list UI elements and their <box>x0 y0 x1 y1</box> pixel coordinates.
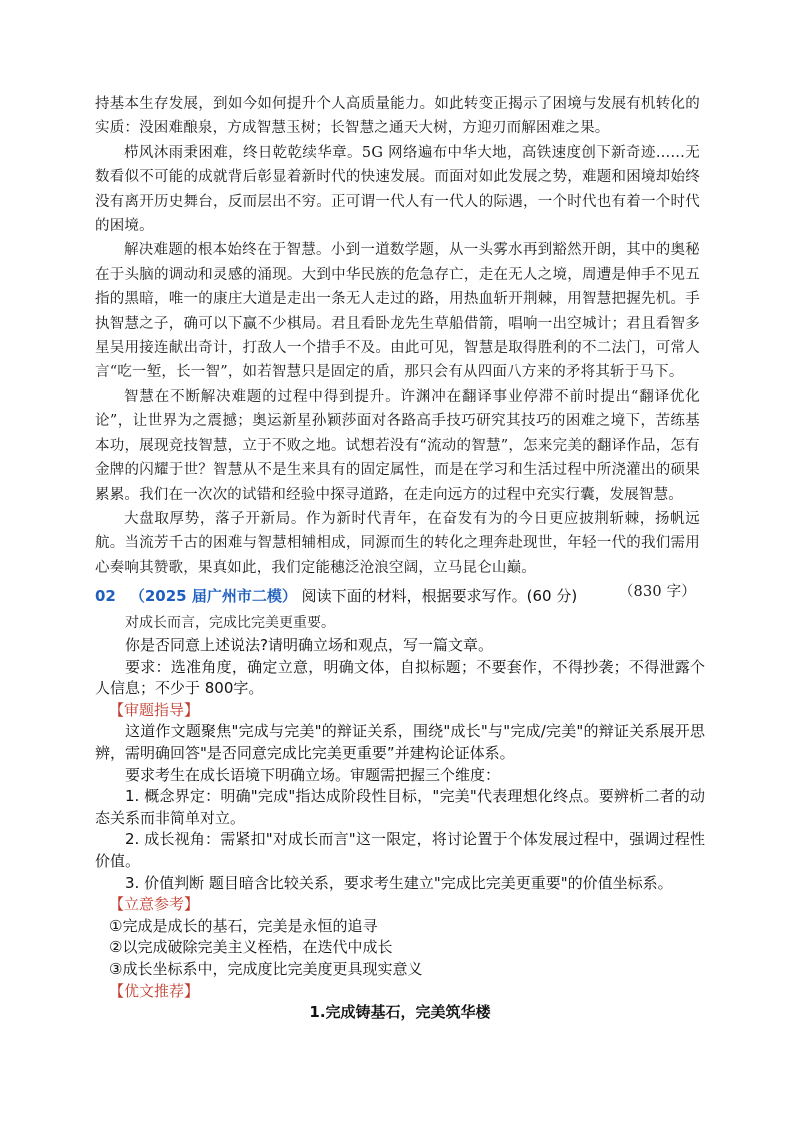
essay-paragraph: 栉风沐雨秉困难，终日乾乾续华章。5G 网络遍布中华大地，高铁速度创下新奇迹……无数看似不可能的成就背后彰显着新时代的快速发展。而面对如此发展之势，难题和困境却始终没有离开历史舞台，反而层出不穷。正可谓一代人有一代人的际遇，一个时代也有着一个时代的困境。 <box>95 144 700 235</box>
essay-text <box>95 92 700 605</box>
idea-item: ③成长坐标系中，完成度比完美度更具现实意义 <box>109 959 423 978</box>
guide-paragraph: 1. 概念界定：明确"完成"指达成阶段性目标，"完美"代表理想化终点。要辨析二者的动态关系而非简单对立。 <box>95 787 705 827</box>
word-count: （830 字） <box>618 584 696 601</box>
recommended-essay-title: 1.完成铸基石，完美筑华楼 <box>309 1003 491 1022</box>
idea-item: ①完成是成长的基石，完美是永恒的追寻 <box>109 916 378 935</box>
question-body <box>95 635 705 1024</box>
guide-paragraph: 要求考生在成长语境下明确立场。审题需把握三个维度： <box>125 765 501 784</box>
idea-item: ②以完成破除完美主义桎梏，在迭代中成长 <box>109 938 393 957</box>
essay-paragraph: 持基本生存发展，到如今如何提升个人高质量能力。如此转变正揭示了困境与发展有机转化的实质：没困难酿泉，方成智慧玉树；长智慧之通天大树，方迎刃而解困难之果。 <box>95 96 700 137</box>
question-source: （2025 届广州市二模） <box>129 587 297 605</box>
writing-prompt: 对成长而言，完成比完美更重要。 <box>125 615 335 631</box>
essay-paragraph: 智慧在不断解决难题的过程中得到提升。许渊冲在翻译事业停滞不前时提出“翻译优化论”，让世界为之震撼；奥运新星孙颖莎面对各路高手技巧研究其技巧的困难之境下，苦练基本功，展现竞技智慧，立于不败之地。试想若没有“流动的智慧”，怎来完美的翻译作品，怎有金牌的闪耀于世？智慧从不是生来具有的固定属性，而是在学习和生活过程中所浇灌出的硕果累累。我们在一次次的试错和经验中探寻道路，在走向远方的过程中充实行囊，发展智慧。 <box>95 388 700 503</box>
recommend-tag: 【优文推荐】 <box>109 981 200 1000</box>
guide-paragraph: 2. 成长视角：需紧扣"对成长而言"这一限定，将讨论置于个体发展过程中，强调过程性价值。 <box>95 830 705 870</box>
question-block <box>95 583 705 1024</box>
essay-paragraph: 解决难题的根本始终在于智慧。小到一道数学题，从一头雾水再到豁然开朗，其中的奥秘在于头脑的调动和灵感的涌现。大到中华民族的危急存亡，走在无人之境，周遭是伸手不见五指的黑暗，唯一的康庄大道是走出一条无人走过的路，用热血斩开荆棘，用智慧把握先机。手执智慧之子，确可以下赢不少棋局。君且看卧龙先生草船借箭，唱响一出空城计；君且看智多星吴用接连献出奇计，打敌人一个措手不及。由此可见，智慧是取得胜利的不二法门，可常人言“吃一堑，长一智”，如若智慧只是固定的盾，那只会有从四面八方来的矛将其斩于马下。 <box>95 242 700 381</box>
question-requirements: 要求：选准角度，确定立意，明确文体，自拟标题；不要套作，不得抄袭；不得泄露个 人信息；不少于 800字。 <box>95 657 705 698</box>
guide-tag: 【审题指导】 <box>109 700 200 719</box>
ideas-tag: 【立意参考】 <box>109 895 200 914</box>
question-ask: 你是否同意上述说法?请明确立场和观点，写一篇文章。 <box>125 636 493 654</box>
guide-paragraph: 这道作文题聚焦"完成与完美"的辩证关系，围绕"成长"与"完成/完美"的辩证关系展开思辨，需明确回答"是否同意完成比完美更重要”并建构论证体系。 <box>95 722 705 762</box>
question-instruction: 阅读下面的材料，根据要求写作。 <box>301 587 527 605</box>
guide-paragraph: 3. 价值判断 题目暗含比较关系，要求考生建立"完成比完美更重要"的价值坐标系。 <box>125 873 673 892</box>
question-score: (60 分) <box>526 587 578 605</box>
question-number: 02 <box>95 587 116 605</box>
question-header <box>95 583 705 609</box>
essay-paragraph: 大盘取厚势，落子开新局。作为新时代青年，在奋发有为的今日更应披荆斩棘，扬帆远航。当流芳千古的困难与智慧相辅相成，同源而生的转化之理奔赴现世，年轻一代的我们需用心奏响其赞歌，果真如此，我们定能穗泛沧浪空阔，立马昆仑山巅。 <box>95 510 700 576</box>
